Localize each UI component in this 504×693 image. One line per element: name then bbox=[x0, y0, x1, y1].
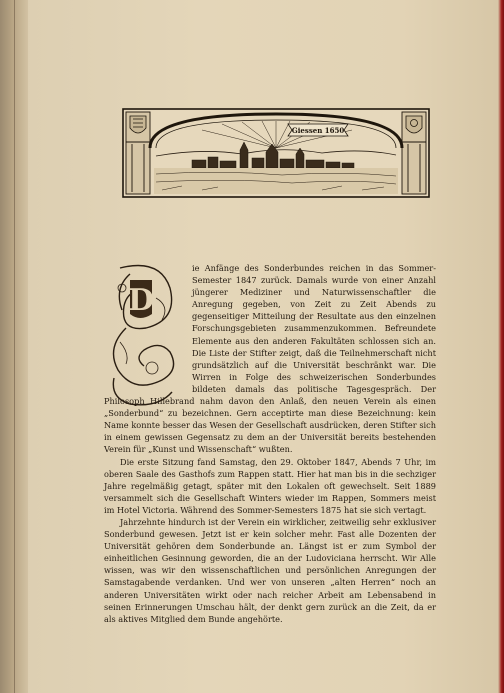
paragraph-3: Jahrzehnte hindurch ist der Verein ein wirklicher, zeitweilig sehr exklusiver Sonderbund gewesen. Jetzt ist er kein solcher mehr. Fast alle Dozenten der Universität gehören dem Sonderbunde an. Längst ist er zum Symbol der einheitlichen Gesinnung geworden, die an der Ludoviciana herrscht. Wir Alle wissen, was wir den wissenschaftlichen und persönlichen Anregungen der Samstagabende verdanken. Und wer von unseren „alten Herren“ noch an anderen Universitäten wirkt oder nach reicher Arbeit am Lebensabend in seinen Erinnerungen Umschau hält, der denkt gern zurück an die Zeit, da er als aktives Mitglied dem Bunde angehörte. bbox=[104, 516, 436, 624]
paragraph-1: ie Anfänge des Sonderbundes reichen in das Sommer-Semester 1847 zurück. Damals wurde von einer Anzahl jüngerer Mediziner und Naturwissenschaftler die Anregung gegeben, von Zeit zu Zeit Abends zu gegenseitiger Mitteilung der Resultate aus den einzelnen Forschungsgebieten zusammenzukommen. Befreundete Elemente aus den anderen Fakultäten schlossen sich an. Die Liste der Stifter zeigt, daß die Teilnehmerschaft nicht grundsätzlich auf die Universität beschränkt war. Die Wirren in Folge des schweizerischen Sonderbundes bildeten damals das politische Tagesgespräch. Der Philosoph Hillebrand nahm davon den Anlaß, den neuen Verein als einen „Sonderbund“ zu bezeichnen. Gern acceptirte man diese Bezeichnung: kein Name konnte besser das Wesen der Gesellschaft ausdrücken, deren Stifter sich in einem gewissen Gegensatz zu dem an der Universität bereits bestehenden Verein für „Kunst und Wissenschaft“ wußten. bbox=[104, 263, 436, 455]
initial-letter: D bbox=[127, 283, 155, 318]
banner-text: Giessen 1650 bbox=[291, 126, 345, 135]
city-vignette-illustration bbox=[122, 108, 430, 198]
spine-line bbox=[14, 0, 15, 693]
page-edge bbox=[498, 0, 504, 693]
article-body bbox=[104, 262, 436, 625]
initial-space bbox=[104, 262, 192, 394]
foreground-land bbox=[154, 168, 398, 194]
title-banner bbox=[288, 124, 348, 136]
paragraph-2: Die erste Sitzung fand Samstag, den 29. Oktober 1847, Abends 7 Uhr, im oberen Saale des Gasthofs zum Rappen statt. Hier hat man bis in die sechziger Jahre regelmäßig getagt, später mit den Lokalen oft gewechselt. Seit 1889 versammelt sich die Gesellschaft Winters wieder im Rappen, Sommers meist im Hotel Victoria. Während des Sommer-Semesters 1875 hat sie sich vertagt. bbox=[104, 456, 436, 515]
left-coat-of-arms bbox=[130, 116, 146, 133]
right-coat-of-arms bbox=[406, 116, 422, 133]
